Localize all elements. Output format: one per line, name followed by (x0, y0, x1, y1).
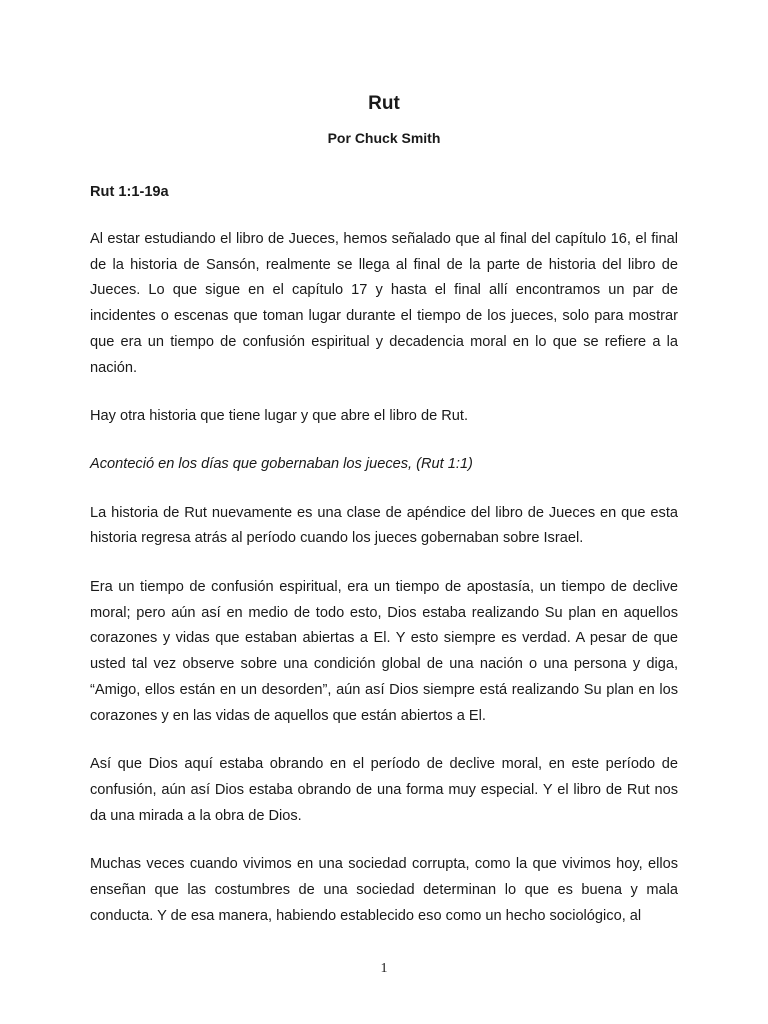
document-body (90, 180, 678, 952)
paragraph-5: Así que Dios aquí estaba obrando en el período de declive moral, en este período de confusión, aún así Dios estaba obrando de una forma muy especial. Y el libro de Rut nos da una mirada a la obra de Dios. (90, 756, 678, 824)
document-author: Por Chuck Smith (327, 130, 441, 146)
section-heading: Rut 1:1-19a (90, 184, 169, 200)
paragraph-6: Muchas veces cuando vivimos en una sociedad corrupta, como la que vivimos hoy, ellos enseñan que las costumbres de una sociedad determinan lo que es buena y mala conducta. Y de esa manera, habiendo establecido eso como un hecho sociológico, al (90, 855, 678, 924)
paragraph-1: Al estar estudiando el libro de Jueces, hemos señalado que al final del capítulo 16, el final de la historia de Sansón, realmente se llega al final de la parte de historia del libro de Jueces. Lo que sigue en el capítulo 17 y hasta el final allí encontramos un par de incidentes o escenas que toman lugar durante el tiempo de los jueces, solo para mostrar que era un tiempo de confusión espiritual y decadencia moral en lo que se refiere a la nación. (90, 230, 678, 376)
paragraph-4: Era un tiempo de confusión espiritual, era un tiempo de apostasía, un tiempo de declive moral; pero aún así en medio de todo esto, Dios estaba realizando Su plan en aquellos corazones y vidas que estaban abiertas a El. Y esto siempre es verdad. A pesar de que usted tal vez observe sobre una condición global de una nación o una persona y diga, “Amigo, ellos están en un desorden”, aún así Dios siempre está realizando Su plan en los corazones y en las vidas de aquellos que están abiertos a El. (90, 578, 678, 724)
page-number: 1 (380, 961, 388, 976)
document-title: Rut (368, 93, 400, 114)
paragraph-2: Hay otra historia que tiene lugar y que abre el libro de Rut. (90, 408, 469, 425)
scripture-quote: Aconteció en los días que gobernaban los jueces, (Rut 1:1) (90, 456, 473, 473)
paragraph-3: La historia de Rut nuevamente es una clase de apéndice del libro de Jueces en que esta historia regresa atrás al período cuando los jueces gobernaban sobre Israel. (90, 504, 678, 547)
